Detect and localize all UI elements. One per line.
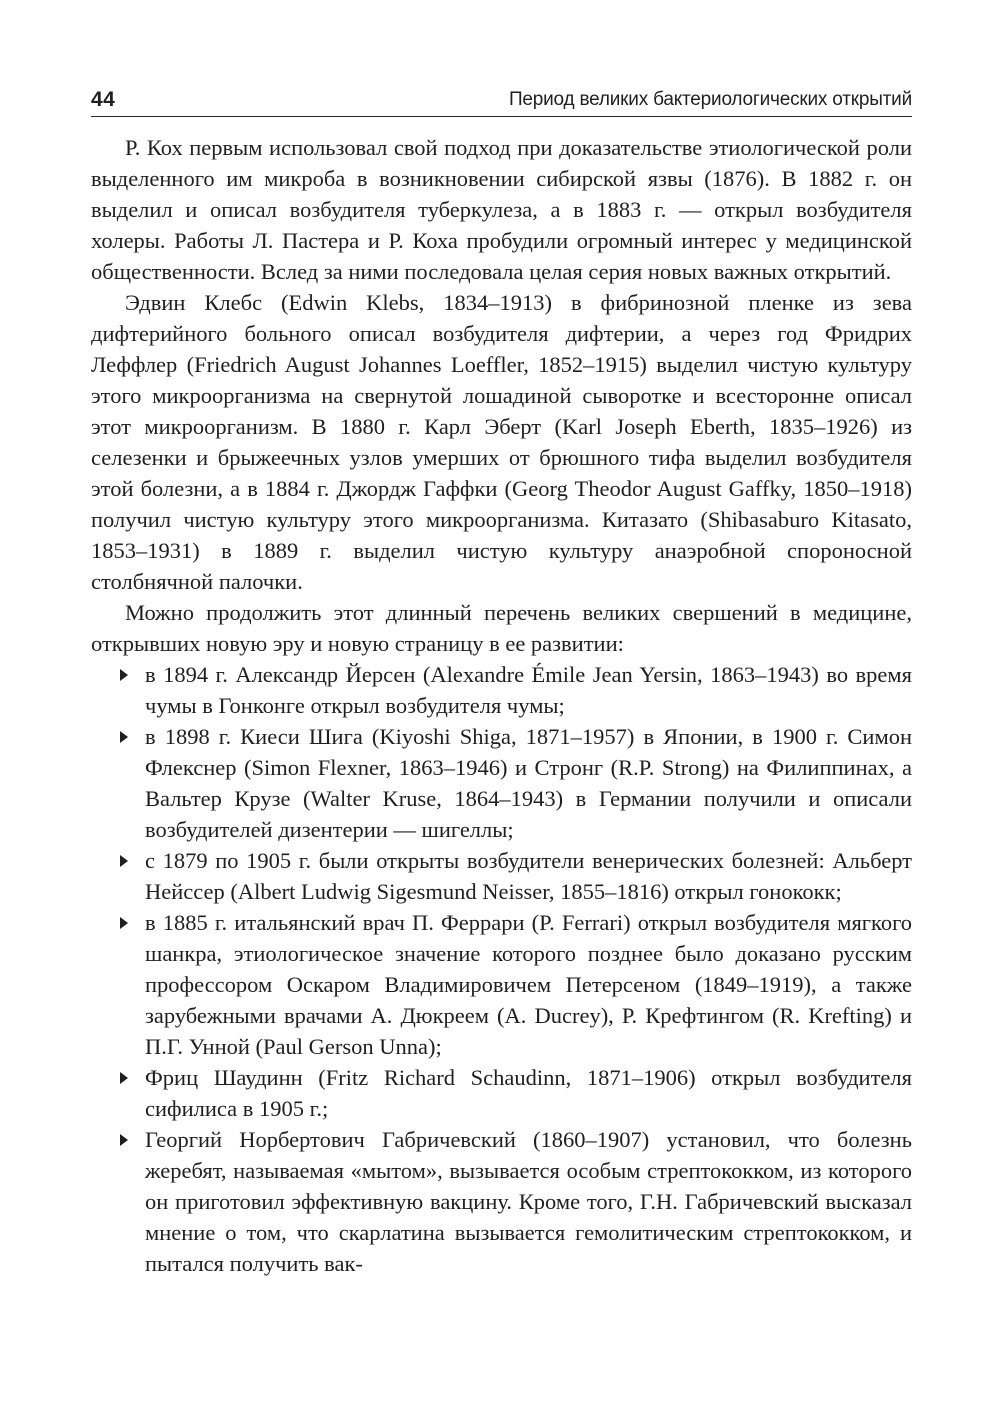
list-item [91, 907, 912, 1062]
triangle-bullet-icon [120, 731, 128, 743]
list-item-text: в 1885 г. итальянский врач П. Феррари (P. Ferrari) открыл возбудителя мягкого шанкра, этиологическое значение которого позднее было доказано русским профессором Оскаром Владимировичем Петерсеном (1849–1919), а также зарубежными врачами А. Дюкреем (A. Ducrey), Р. Крефтингом (R. Krefting) и П.Г. Унной (Paul Gerson Unna); [145, 910, 912, 1059]
list-item [91, 721, 912, 845]
triangle-bullet-icon [120, 669, 128, 681]
list-item [91, 845, 912, 907]
triangle-bullet-icon [120, 1072, 128, 1084]
page-header [91, 86, 912, 117]
list-item-text: в 1898 г. Киеси Шига (Kiyoshi Shiga, 1871–1957) в Японии, в 1900 г. Симон Флекснер (Simon Flexner, 1863–1946) и Стронг (R.P. Strong) на Филиппинах, а Вальтер Крузе (Walter Kruse, 1864–1943) в Германии получили и описали возбудителей дизентерии — шигеллы; [145, 724, 912, 842]
list-item [91, 659, 912, 721]
list-item-text: Георгий Норбертович Габричевский (1860–1907) установил, что болезнь жеребят, называемая «мытом», вызывается особым стрептококком, из которого он приготовил эффективную вакцину. Кроме того, Г.Н. Габричевский высказал мнение о том, что скарлатина вызывается гемолитическим стрептококком, и пытался получить вак- [145, 1127, 912, 1276]
list-item [91, 1062, 912, 1124]
triangle-bullet-icon [120, 855, 128, 867]
body-text [91, 132, 912, 1279]
triangle-bullet-icon [120, 1134, 128, 1146]
list-item-text: Фриц Шаудинн (Fritz Richard Schaudinn, 1871–1906) открыл возбудителя сифилиса в 1905 г.; [145, 1065, 912, 1121]
paragraph-koch: Р. Кох первым использовал свой подход при доказательстве этиологической роли выделенного им микроба в возникновении сибирской язвы (1876). В 1882 г. он выделил и описал возбудителя туберкулеза, а в 1883 г. — открыл возбудителя холеры. Работы Л. Пастера и Р. Коха пробудили огромный интерес у медицинской общественности. Вслед за ними последовала целая серия новых важных открытий. [91, 135, 912, 284]
page-number: 44 [91, 88, 116, 111]
paragraph-list-intro: Можно продолжить этот длинный перечень великих свершений в медицине, открывших новую эру и новую страницу в ее развитии: [91, 600, 912, 656]
paragraph-klebs: Эдвин Клебс (Edwin Klebs, 1834–1913) в фибринозной пленке из зева дифтерийного больного описал возбудителя дифтерии, а через год Фридрих Леффлер (Friedrich August Johannes Loeffler, 1852–1915) выделил чистую культуру этого микроорганизма на свернутой лошадиной сыворотке и всесторонне описал этот микроорганизм. В 1880 г. Карл Эберт (Karl Joseph Eberth, 1835–1926) из селезенки и брыжеечных узлов умерших от брюшного тифа выделил возбудителя этой болезни, а в 1884 г. Джордж Гаффки (Georg Theodor August Gaffky, 1850–1918) получил чистую культуру этого микроорганизма. Китазато (Shibasaburo Kitasato, 1853–1931) в 1889 г. выделил чистую культуру анаэробной спороносной столбнячной палочки. [91, 290, 912, 594]
triangle-bullet-icon [120, 917, 128, 929]
list-item-text: в 1894 г. Александр Йерсен (Alexandre Émile Jean Yersin, 1863–1943) во время чумы в Гонконге открыл возбудителя чумы; [145, 662, 912, 718]
list-item-text: с 1879 по 1905 г. были открыты возбудители венерических болезней: Альберт Нейссер (Albert Ludwig Sigesmund Neisser, 1855–1816) открыл гонококк; [145, 848, 912, 904]
discoveries-list [91, 659, 912, 1279]
running-title: Период великих бактериологических открытий [508, 89, 912, 110]
list-item [91, 1124, 912, 1279]
